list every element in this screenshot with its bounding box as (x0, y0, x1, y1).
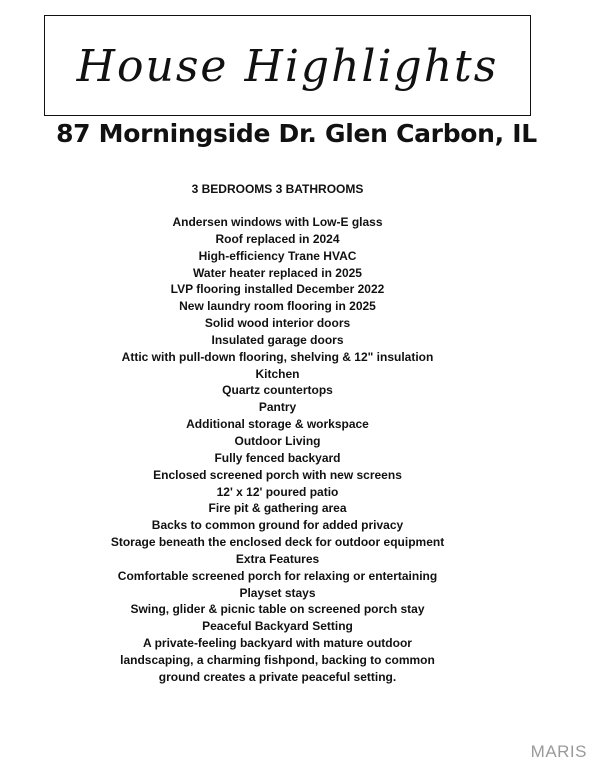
feature-item: High-efficiency Trane HVAC (198, 248, 357, 263)
feature-item: Backs to common ground for added privacy (151, 518, 404, 533)
feature-item: Additional storage & workspace (186, 417, 369, 432)
feature-item: Insulated garage doors (211, 332, 344, 347)
section-heading-outdoor-living: Outdoor Living (234, 433, 321, 448)
feature-item: Fire pit & gathering area (208, 501, 347, 516)
feature-list (0, 214, 555, 686)
feature-item: Andersen windows with Low-E glass (172, 215, 383, 229)
feature-item: LVP flooring installed December 2022 (170, 282, 385, 297)
feature-item: Roof replaced in 2024 (215, 231, 340, 246)
feature-item: Attic with pull-down flooring, shelving & 12" insulation (121, 349, 434, 364)
section-heading-kitchen: Kitchen (255, 366, 300, 381)
title-box (44, 15, 531, 116)
page-title: House Highlights (76, 41, 499, 92)
feature-item: Playset stays (239, 585, 316, 600)
section-heading-peaceful-backyard: Peaceful Backyard Setting (202, 619, 353, 634)
feature-item: Pantry (258, 400, 297, 415)
section-heading-extra-features: Extra Features (235, 551, 320, 566)
feature-item: Fully fenced backyard (214, 450, 341, 465)
feature-item: Quartz countertops (222, 383, 333, 398)
description-line: landscaping, a charming fishpond, backing to common (120, 652, 435, 667)
feature-item: Storage beneath the enclosed deck for outdoor equipment (110, 535, 445, 550)
description-line: A private-feeling backyard with mature outdoor (143, 636, 412, 651)
feature-item: New laundry room flooring in 2025 (179, 299, 376, 314)
watermark-logo: MARIS (530, 742, 587, 761)
feature-item: Swing, glider & picnic table on screened porch stay (130, 602, 425, 617)
feature-item: Comfortable screened porch for relaxing or entertaining (117, 568, 438, 583)
description-line: ground creates a private peaceful setting. (158, 669, 397, 684)
property-address: 87 Morningside Dr. Glen Carbon, IL (56, 119, 537, 148)
bed-bath-summary: 3 BEDROOMS 3 BATHROOMS (191, 182, 364, 196)
feature-item: Enclosed screened porch with new screens (153, 467, 402, 482)
feature-item: Water heater replaced in 2025 (193, 265, 362, 280)
feature-item: 12' x 12' poured patio (216, 484, 339, 499)
feature-item: Solid wood interior doors (204, 316, 351, 331)
